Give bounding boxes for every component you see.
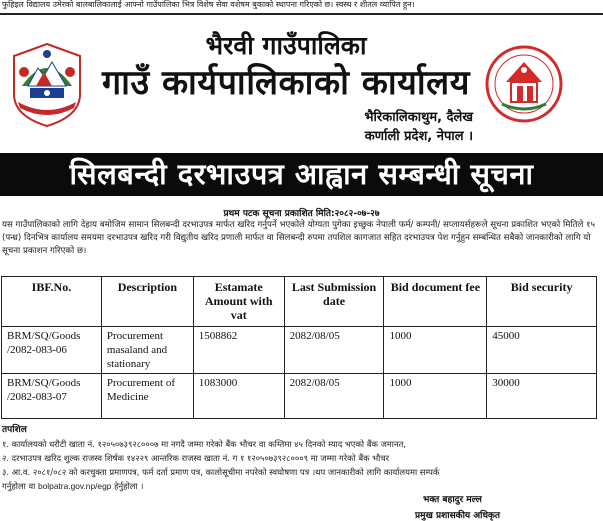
cell-estimate-amount: 1508862 bbox=[193, 327, 284, 374]
office-name: गाउँ कार्यपालिकाको कार्यालय bbox=[102, 63, 470, 103]
address-line-1: भैरिकालिकाथुम, दैलेख bbox=[364, 110, 473, 125]
term-last-suffix: हेर्नुहोला । bbox=[111, 481, 144, 491]
address-line-2: कर्णाली प्रदेश, नेपाल । bbox=[364, 129, 473, 144]
top-cropped-text: फुहिइल विद्यालय उमेरको बालबालिकालाई आफ्नो गाउँपालिका भित्र विशेष सेवा वशेषम बुकाको स्थापना गरिएको छ। स्वस्थ र शीतल व्यापित हुन। bbox=[2, 0, 415, 9]
bid-table bbox=[1, 276, 597, 419]
cell-estimate-amount: 1083000 bbox=[193, 374, 284, 419]
municipality-logo-icon bbox=[484, 44, 564, 124]
cell-ibf-no: BRM/SQ/Goods /2082-083-07 bbox=[2, 374, 102, 419]
terms-heading: तपशिल bbox=[2, 425, 27, 435]
signatory-name: भक्त बहादुर मल्ल bbox=[423, 495, 482, 505]
notice-banner: सिलबन्दी दरभाउपत्र आह्वान सम्बन्धी सूचना bbox=[0, 153, 603, 196]
cell-last-submission: 2082/08/05 bbox=[284, 374, 384, 419]
cell-bid-document-fee: 1000 bbox=[384, 374, 487, 419]
term-item: ३. आ.व. २०८१/०८२ को करचुक्ता प्रमाणपत्र, फर्म दर्ता प्रमाण पत्र, कालोसूचीमा नपरेको स्वघोषणा पत्र ।थप जानकारीको लागि कार्यालयमा सम्पर्क bbox=[2, 467, 440, 477]
cell-ibf-no: BRM/SQ/Goods /2082-083-06 bbox=[2, 327, 102, 374]
bolpatra-link[interactable]: bolpatra.gov.np/egp bbox=[37, 481, 112, 491]
header-ibf-no: IBF.No. bbox=[2, 277, 102, 327]
table-row bbox=[2, 327, 597, 374]
municipality-name: भैरवी गाउँपालिका bbox=[205, 31, 367, 60]
cell-description: Procurement of Medicine bbox=[101, 374, 193, 419]
cell-description: Procurement masaland and stationary bbox=[101, 327, 193, 374]
term-item: १. कार्यालयको धरौटी खाता नं. १२०५०७३९२८०००७ मा नगदै जम्मा गरेको बैंक भौचर वा कम्तिमा ४५ दिनको म्याद भएको बैंक जमानत, bbox=[2, 439, 407, 449]
cell-bid-document-fee: 1000 bbox=[384, 327, 487, 374]
publish-date: प्रथम पटक सूचना प्रकाशित मिति:२०८२-०७-२७ bbox=[223, 209, 380, 219]
term-item-last bbox=[2, 479, 600, 493]
top-divider bbox=[0, 13, 603, 15]
header-estimate-amount: Estamate Amount with vat bbox=[193, 277, 284, 327]
signatory-title: प्रमुख प्रशासकीय अधिकृत bbox=[415, 511, 501, 521]
terms-list bbox=[2, 437, 600, 493]
table-header-row bbox=[2, 277, 597, 327]
cell-bid-security: 30000 bbox=[487, 374, 597, 419]
cell-last-submission: 2082/08/05 bbox=[284, 327, 384, 374]
intro-paragraph: यस गाउँपालिकाको लागि देहाय बमोजिम सामान सिलबन्दी दरभाउपत्र मार्फत खरिद गर्नुपर्ने भएकोले योग्यता पुगेका इच्छुक नेपाली फर्म/ कम्पनी/ सप्लायर्सहरूले सूचना प्रकाशित भएको मितिले १५ (पन्ध्र) दिनभित्र कार्यालय समयमा दरभाउपत्र खरिद गरी विद्युतीय खरिद प्रणाली मार्फत वा सिलबन्दी रुपमा तपशिल कागजात सहित दरभाउपत्र पेश गर्नुहुन सम्बन्धित सबैको जानकारीको लागि यो सूचना प्रकाशन गरिएको छ। bbox=[2, 220, 595, 256]
header-description: Description bbox=[101, 277, 193, 327]
table-row bbox=[2, 374, 597, 419]
header-bid-security: Bid security bbox=[487, 277, 597, 327]
term-item: २. दरभाउपत्र खरिद शुल्क राजस्व शिर्षक १४२२९ आन्तरिक राजस्व खाता नं. ग १ १२०५०७३९२८०००९ मा जम्मा गरेको बैंक भौचर bbox=[2, 453, 390, 463]
government-emblem-icon bbox=[8, 42, 86, 128]
header-bid-document-fee: Bid document fee bbox=[384, 277, 487, 327]
term-last-prefix: गर्नुहोला वा bbox=[2, 481, 38, 491]
cell-bid-security: 45000 bbox=[487, 327, 597, 374]
header-last-submission: Last Submission date bbox=[284, 277, 384, 327]
